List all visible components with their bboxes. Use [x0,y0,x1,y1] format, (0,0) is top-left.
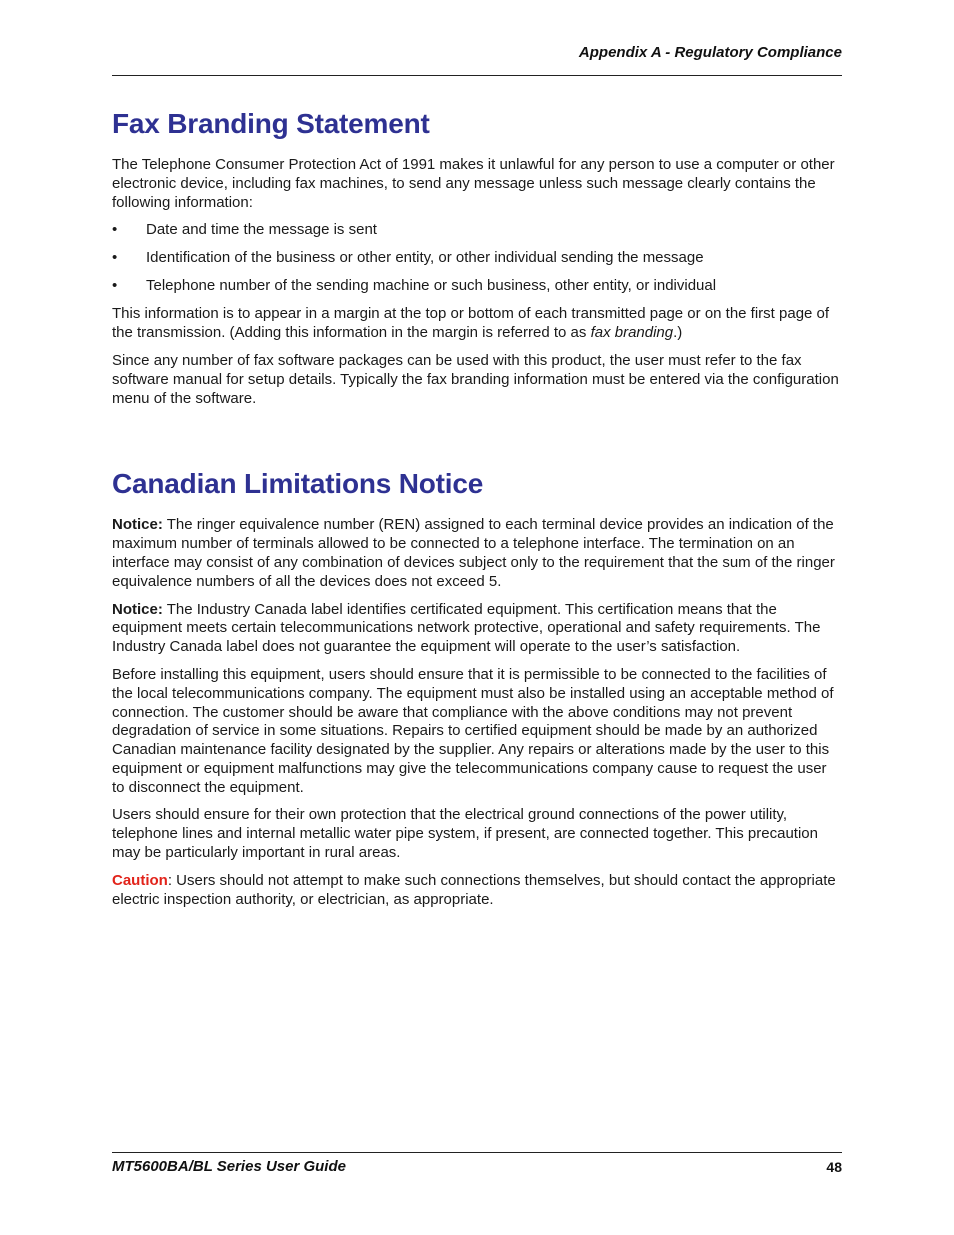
bullet-icon: • [112,221,118,239]
grounding-paragraph: Users should ensure for their own protection that the electrical ground connections of the power utility, telephone lines and internal metallic water pipe system, if present, are connected together. This precaution may be particularly important in rural areas. [112,806,818,862]
caution-text: : Users should not attempt to make such connections themselves, but should contact the appropriate electric inspection authority, or electrician, as appropriate. [112,871,836,908]
installation-paragraph: Before installing this equipment, users should ensure that it is permissible to be connected to the facilities of the local telecommunications company. The equipment must also be installed using an acceptable method of connection. The customer should be aware that compliance with the above conditions may not prevent degradation of service in some situations. Repairs to certified equipment should be made by an authorized Canadian maintenance facility designated by the supplier. Any repairs or alterations made by the user to this equipment or equipment malfunctions may give the telecommunications company cause to request the user to disconnect the equipment. [112,665,834,796]
list-item [112,221,842,240]
ren-notice-text: The ringer equivalence number (REN) assigned to each terminal device provides an indication of the maximum number of terminals allowed to be connected to a telephone interface. The termination on an interface may consist of any combination of devices subject only to the requirement that the sum of the ringer equivalence numbers of all the devices does not exceed 5. [112,516,835,590]
page-number: 48 [826,1159,842,1175]
ren-notice-paragraph [112,516,842,591]
header-rule [112,75,842,76]
notice-label: Notice: [112,516,163,534]
notice-label: Notice: [112,600,163,618]
software-note-paragraph: Since any number of fax software packages can be used with this product, the user must refer to the fax software manual for setup details. Typically the fax branding information must be entered via the configuration menu of the software. [112,351,839,407]
caution-label: Caution [112,871,168,889]
fax-branding-term: fax branding [590,324,674,342]
margin-info-paragraph [112,305,842,343]
margin-info-prefix: This information is to appear in a margin at the top or bottom of each transmitted page or on the first page of the transmission. (Adding this information in the margin is referred to as [112,305,830,342]
running-header: Appendix A - Regulatory Compliance [578,44,842,61]
caution-paragraph [112,872,842,910]
list-item-text: Identification of the business or other entity, or other individual sending the message [146,249,704,267]
industry-canada-notice-text: The Industry Canada label identifies certificated equipment. This certification means that the equipment meets certain telecommunications network protective, operational and safety requirements. The Industry Canada label does not guarantee the equipment will operate to the user’s satisfaction. [112,600,821,656]
footer-guide-title: MT5600BA/BL Series User Guide [112,1158,346,1175]
list-item-text: Date and time the message is sent [146,221,377,239]
list-item-text: Telephone number of the sending machine or such business, other entity, or individual [146,277,717,295]
required-info-list [112,221,842,296]
fax-branding-section [112,106,842,408]
fax-branding-heading: Fax Branding Statement [112,108,430,139]
list-item [112,277,842,296]
footer-rule [112,1152,842,1153]
bullet-icon: • [112,277,118,295]
industry-canada-notice-paragraph [112,601,842,657]
canadian-limitations-heading: Canadian Limitations Notice [112,468,484,500]
bullet-icon: • [112,249,118,267]
fax-intro-paragraph: The Telephone Consumer Protection Act of 1991 makes it unlawful for any person to use a computer or other electronic device, including fax machines, to send any message unless such message clearly contains the following information: [112,156,835,211]
list-item [112,249,842,268]
canadian-limitations-section [112,466,842,909]
page-content [112,106,842,918]
margin-info-suffix: .) [673,324,683,342]
